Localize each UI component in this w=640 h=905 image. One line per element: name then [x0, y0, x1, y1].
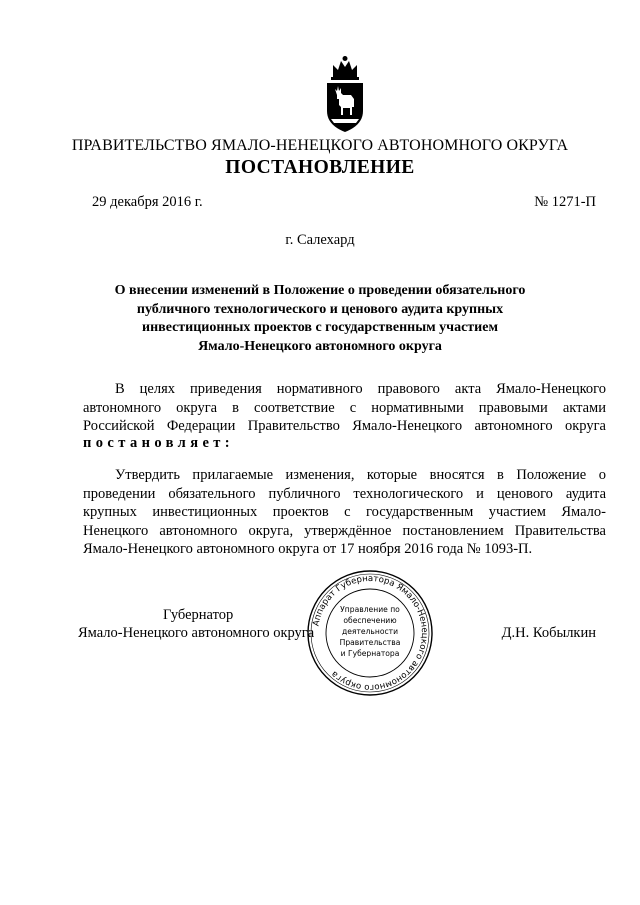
- paragraph-line: Ямало-Ненецкого автономного округа от 17 ноября 2016 года № 1093-П.: [83, 541, 533, 557]
- paragraph-line: Российской Федерации Правительство Ямало-Ненецкого автономного округа: [83, 418, 606, 434]
- document-number: № 1271-П: [534, 194, 596, 210]
- heading-line: О внесении изменений в Положение о проведении обязательного: [114, 283, 526, 298]
- heading-line: инвестиционных проектов с государственным участием: [142, 320, 498, 335]
- stamp-ring-text: Аппарат Губернатора Ямало-Ненецкого автономного округа: [311, 573, 430, 693]
- stamp-center-line: Управление по: [340, 605, 400, 614]
- document-date: 29 декабря 2016 г.: [92, 194, 203, 210]
- heading-line: публичного технологического и ценового аудита крупных: [136, 301, 504, 317]
- paragraph-line: автономного округа в соответствие с нормативными правовыми актами: [83, 399, 606, 416]
- coat-of-arms-icon: [323, 55, 367, 135]
- stamp-center-line: обеспечению: [343, 616, 397, 625]
- paragraph-line: Утвердить прилагаемые изменения, которые вносятся в Положение о: [115, 467, 606, 483]
- signatory-name: Д.Н. Кобылкин: [501, 625, 596, 641]
- paragraph-line: В целях приведения нормативного правового акта Ямало-Ненецкого: [115, 381, 606, 397]
- paragraph-line: крупных инвестиционных проектов с государственным участием Ямало-: [83, 504, 606, 520]
- stamp-center-line: и Губернатора: [340, 649, 400, 658]
- stamp-center-line: Правительства: [339, 638, 401, 647]
- document-type: ПОСТАНОВЛЕНИЕ: [225, 157, 415, 178]
- preamble-paragraph: [83, 380, 606, 436]
- stamp-center-line: деятельности: [341, 627, 399, 636]
- heading-line: Ямало-Ненецкого автономного округа: [198, 338, 442, 354]
- document-heading: [90, 282, 550, 356]
- official-stamp: [305, 568, 435, 698]
- document-city: г. Салехард: [285, 232, 355, 248]
- signatory-title: Губернатор: [163, 607, 234, 623]
- government-title: ПРАВИТЕЛЬСТВО ЯМАЛО-НЕНЕЦКОГО АВТОНОМНОГО ОКРУГА: [71, 137, 569, 154]
- resolves-keyword: постановляет:: [83, 435, 235, 451]
- signatory-region: Ямало-Ненецкого автономного округа: [78, 625, 315, 641]
- operative-paragraph: [83, 466, 606, 559]
- paragraph-line: Ненецкого автономного округа, утверждённое постановлением Правительства: [83, 522, 606, 539]
- paragraph-line: проведении обязательного публичного технологического и ценового аудита: [83, 485, 606, 502]
